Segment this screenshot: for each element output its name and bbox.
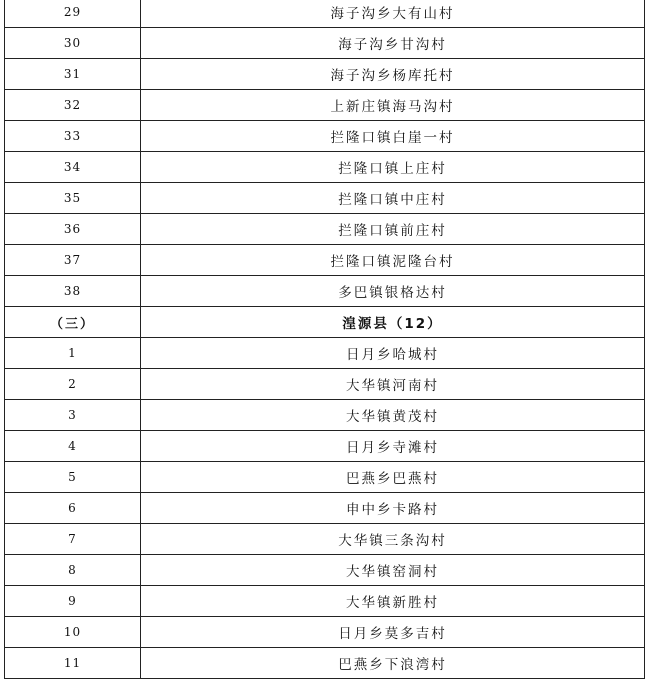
table-row [5,90,645,121]
table-body [5,0,645,679]
village-name: 拦隆口镇中庄村 [141,183,645,214]
row-number: 38 [5,276,141,307]
row-number: 2 [5,369,141,400]
row-number: 9 [5,586,141,617]
row-number: 6 [5,493,141,524]
row-number: 32 [5,90,141,121]
row-number: 11 [5,648,141,679]
village-name: 海子沟乡大有山村 [141,0,645,28]
village-name: 大华镇河南村 [141,369,645,400]
village-name: 巴燕乡巴燕村 [141,462,645,493]
village-name: 海子沟乡杨库托村 [141,59,645,90]
table-row [5,183,645,214]
table-row [5,369,645,400]
village-name: 多巴镇银格达村 [141,276,645,307]
row-number: 1 [5,338,141,369]
row-number: 3 [5,400,141,431]
village-name: 拦隆口镇上庄村 [141,152,645,183]
village-name: 拦隆口镇前庄村 [141,214,645,245]
village-name: 拦隆口镇泥隆台村 [141,245,645,276]
table-row [5,276,645,307]
table-row [5,431,645,462]
village-name: 申中乡卡路村 [141,493,645,524]
section-header-row [5,307,645,338]
village-name: 日月乡寺滩村 [141,431,645,462]
village-name: 日月乡哈城村 [141,338,645,369]
row-number: 4 [5,431,141,462]
section-title: 湟源县（12） [141,307,645,338]
table-row [5,0,645,28]
row-number: 8 [5,555,141,586]
row-number: 31 [5,59,141,90]
row-number: 29 [5,0,141,28]
table-row [5,555,645,586]
row-number: 36 [5,214,141,245]
row-number: 7 [5,524,141,555]
table-row [5,338,645,369]
table-row [5,245,645,276]
row-number: 33 [5,121,141,152]
section-number: （三） [5,307,141,338]
table-row [5,121,645,152]
table-row [5,648,645,679]
village-name: 海子沟乡甘沟村 [141,28,645,59]
village-name: 大华镇新胜村 [141,586,645,617]
row-number: 10 [5,617,141,648]
table-row [5,400,645,431]
table-row [5,59,645,90]
table-row [5,586,645,617]
table-row [5,214,645,245]
village-name: 拦隆口镇白崖一村 [141,121,645,152]
table-row [5,524,645,555]
village-name: 大华镇窑洞村 [141,555,645,586]
row-number: 35 [5,183,141,214]
row-number: 30 [5,28,141,59]
village-list-table [4,0,645,679]
row-number: 37 [5,245,141,276]
row-number: 34 [5,152,141,183]
village-name: 大华镇三条沟村 [141,524,645,555]
table-row [5,28,645,59]
row-number: 5 [5,462,141,493]
village-name: 大华镇黄茂村 [141,400,645,431]
village-name: 上新庄镇海马沟村 [141,90,645,121]
table-row [5,617,645,648]
village-name: 巴燕乡下浪湾村 [141,648,645,679]
table-row [5,462,645,493]
table-row [5,152,645,183]
village-name: 日月乡莫多吉村 [141,617,645,648]
table-row [5,493,645,524]
